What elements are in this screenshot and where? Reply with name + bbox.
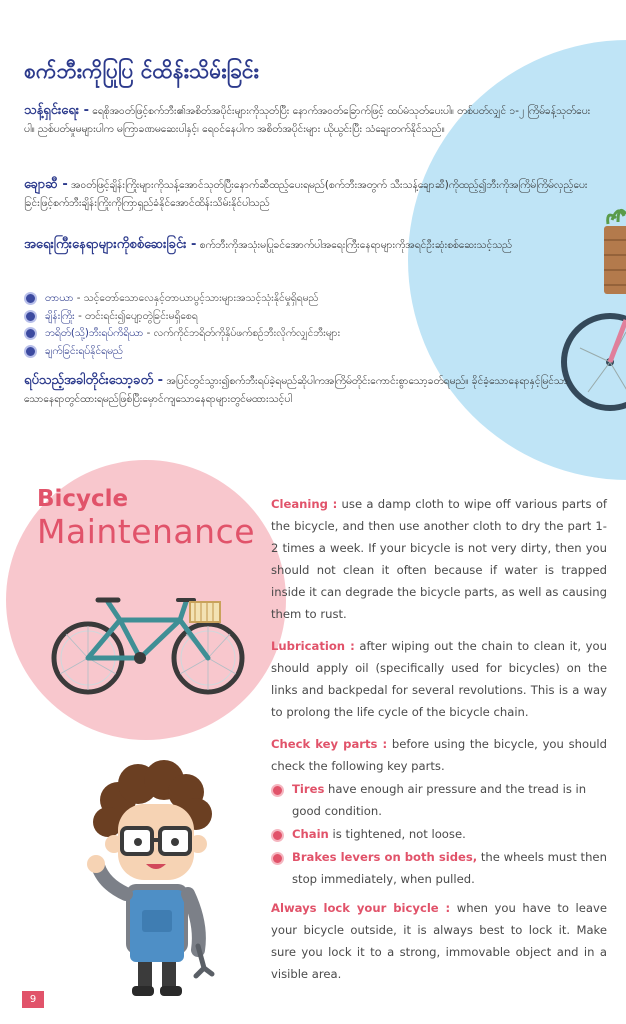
- myanmar-check-text: စက်ဘီးကိုအသုံးမပြုခင်အောက်ပါအရေးကြီးနေရာများကိုအရင်ဦးဆုံးစစ်ဆေးသင့်သည်: [196, 239, 513, 251]
- list-item-lead: Chain: [292, 827, 329, 841]
- page-number: 9: [22, 991, 44, 1008]
- bullet-icon: [24, 310, 37, 323]
- english-title-line1: Bicycle: [37, 486, 129, 512]
- list-item-text: have enough air pressure and the tread is in good condition.: [292, 782, 587, 818]
- english-lock-paragraph: [271, 897, 607, 985]
- english-check-text: before using the bicycle, you should check the following key parts.: [271, 737, 607, 773]
- myanmar-cleaning-paragraph: [24, 102, 600, 138]
- english-check-paragraph: [271, 733, 607, 777]
- english-lubrication-text: after wiping out the chain to clean it, you should apply oil (specifically used for bicycles) on the links and backpedal for several revolutions. This is a way to prolong the life cycle of the bicycle chain.: [271, 639, 607, 719]
- english-check-list: [271, 778, 609, 891]
- list-item: [271, 846, 609, 890]
- list-item-text: - သင့်တော်သောလေနှင့်တာယာပွင့်သားများအသင့်သုံးနိုင်မှုရှိရမည်: [73, 292, 319, 304]
- list-item: [24, 343, 584, 361]
- list-item: [24, 325, 584, 343]
- english-cleaning-paragraph: [271, 493, 607, 625]
- myanmar-lubrication-paragraph: [24, 176, 600, 212]
- myanmar-title: စက်ဘီးကိုပြုပြ င်ထိန်းသိမ်းခြင်း: [24, 59, 259, 83]
- english-lubrication-paragraph: [271, 635, 607, 723]
- list-item-text: - လက်ကိုင်ဘရိတ်ကိုနှိပ်ဖက်စဉ်ဘီးလိုက်လျှင်ဘီးများ: [143, 327, 341, 339]
- bullet-icon: [271, 852, 284, 865]
- character-illustration: [78, 760, 228, 1000]
- list-item: [271, 778, 609, 822]
- list-item-lead: Tires: [292, 782, 325, 796]
- myanmar-lock-paragraph: [24, 372, 584, 408]
- english-title-line2: Maintenance: [37, 512, 256, 551]
- english-lubrication-lead: Lubrication :: [271, 639, 355, 653]
- myanmar-cleaning-text: ရေစိုအဝတ်ဖြင့်စက်ဘီး၏အစိတ်အပိုင်းများကိုသုတ်ပြီး နောက်အဝတ်ခြောက်ဖြင့် ထပ်မံသုတ်ပေးပါ။ တစ်ပတ်လျှင် ၁-၂ ကြိမ်ခန့်သုတ်ပေးပါ။ ညစ်ပတ်မှုမများပါက မကြာခဏမဆေးပါနှင့်၊ ရေဝင်နေပါက အစိတ်အပိုင်းများ ယိုယွင်းပြီး သံချေးတက်နိုင်သည်။: [24, 105, 591, 135]
- myanmar-lubrication-lead: ချောဆီ -: [24, 177, 68, 192]
- list-item-text: the wheels must then stop immediately, when pulled.: [292, 850, 607, 886]
- bullet-icon: [271, 829, 284, 842]
- myanmar-lock-text: အပြင်တွင်သွား၍စက်ဘီးရပ်ခဲ့ရမည်ဆိုပါကအကြိမ်တိုင်းကောင်းစွာသော့ခတ်ရမည်။ ခိုင်ခံ့သောနေရာနှင့်မြင်သာသောနေရာတွင်ထားရမည်ဖြစ်ပြီးမှောင်ကျသောနေရာများတွင်မထားသင့်ပါ: [24, 375, 569, 405]
- list-item-text: - တင်းရင်း၍ပျော့တွဲခြင်းမရှိစေရ: [74, 309, 198, 322]
- list-item-lead: ချက်ခြင်းရပ်နိုင်ရမည်: [45, 344, 123, 357]
- myanmar-lubrication-text: အဝတ်ဖြင့်ချိန်းကြိုးများကိုသန့်အောင်သုတ်ပြီးနောက်ဆီထည့်ပေးရမည်(စက်ဘီးအတွက် သီးသန့်ချောဆီ)ကိုထည့်၍ဘီးကိုအကြိမ်ကြိမ်လှည့်ပေးခြင်းဖြင့်စက်ဘီးချိန်းကြိုးကိုကြာရှည်ခံနိုင်အောင်ထိန်းသိမ်းနိုင်ပါသည်: [24, 179, 588, 209]
- myanmar-check-paragraph: [24, 236, 600, 254]
- english-cleaning-text: use a damp cloth to wipe off various parts of the bicycle, and then use another cloth to dry the part 1-2 times a week. If your bicycle is not very dirty, then you should not clean it often because if water is trapped inside it can degrade the bicycle parts, as well as causing them to rust.: [271, 497, 607, 621]
- myanmar-check-list: [24, 290, 584, 360]
- english-check-lead: Check key parts :: [271, 737, 388, 751]
- bullet-icon: [24, 345, 37, 358]
- bullet-icon: [271, 784, 284, 797]
- english-lock-lead: Always lock your bicycle :: [271, 901, 451, 915]
- list-item-lead: Brakes levers on both sides,: [292, 850, 478, 864]
- bullet-icon: [24, 327, 37, 340]
- myanmar-cleaning-lead: သန့်ရှင်းရေး -: [24, 103, 90, 118]
- list-item: [24, 308, 584, 326]
- list-item: [271, 823, 609, 845]
- list-item-lead: ချိန်းကြိုး: [45, 309, 75, 322]
- list-item-text: is tightened, not loose.: [328, 827, 466, 841]
- bicycle-illustration: [50, 590, 250, 702]
- list-item-lead: ဘရိတ်(သို့)ဘီးရပ်ကိရိယာ: [45, 327, 144, 339]
- bullet-icon: [24, 292, 37, 305]
- list-item-lead: တာယာ: [45, 292, 74, 304]
- list-item: [24, 290, 584, 308]
- english-cleaning-lead: Cleaning :: [271, 497, 338, 511]
- myanmar-check-lead: အရေးကြီးနေရာများကိုစစ်ဆေးခြင်း -: [24, 237, 197, 252]
- english-lock-text: when you have to leave your bicycle outside, it is always best to lock it. Make sure you lock it to a strong, immovable object and in a visible area.: [271, 901, 607, 981]
- myanmar-lock-lead: ရပ်သည့်အခါတိုင်းသော့ခတ် -: [24, 373, 164, 388]
